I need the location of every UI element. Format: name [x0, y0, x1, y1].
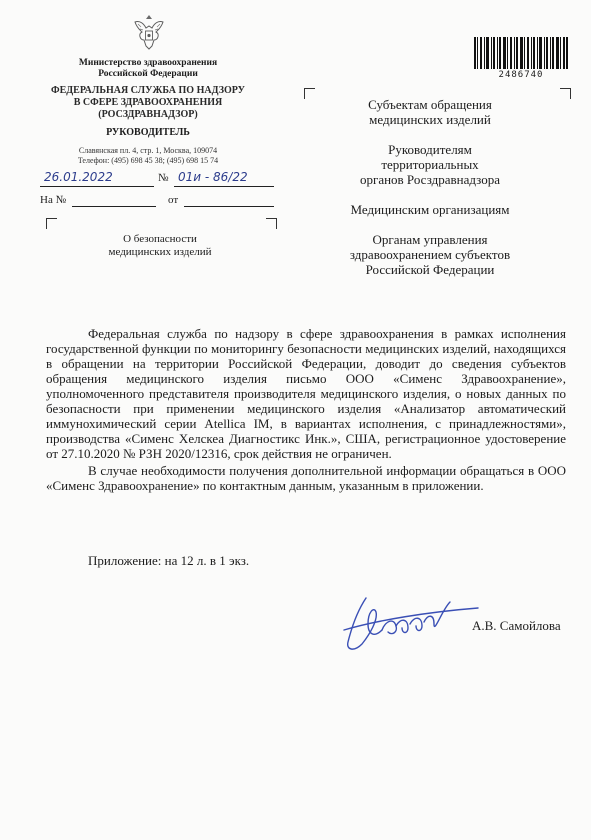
na-underline: [72, 206, 156, 207]
outgoing-date: 26.01.2022: [44, 170, 113, 184]
body-paragraph: В случае необходимости получения дополнительной информации обращаться в ООО «Сименс Здравоохранение» по контактным данным, указанным в приложении.: [46, 463, 566, 493]
state-emblem-icon: [130, 12, 168, 52]
recipients-block: [330, 97, 530, 292]
recipient-2: Руководителям территориальных органов Росздравнадзора: [359, 142, 501, 187]
barcode-icon: [474, 37, 568, 69]
incoming-reference: [40, 194, 280, 210]
ministry-name: Министерство здравоохранения Российской Федерации: [78, 58, 218, 79]
date-underline: [40, 186, 154, 187]
agency-name: ФЕДЕРАЛЬНАЯ СЛУЖБА ПО НАДЗОРУ В СФЕРЕ ЗДРАВООХРАНЕНИЯ (РОСЗДРАВНАДЗОР): [51, 85, 245, 120]
outgoing-reference: [40, 172, 280, 190]
recipient-3: Медицинским организациям: [350, 202, 510, 217]
body-paragraph: Федеральная служба по надзору в сфере здравоохранения в рамках исполнения государственной функции по мониторингу безопасности медицинских изделий, находящихся в обращении на территории Российской Федерации, доводит до сведения субъектов обращения медицинского изделия письмо ООО «Сименс Здравоохранение», уполномоченного представителя производителя медицинского изделия, о новых данных по безопасности при применении медицинского изделия «Анализатор автоматический иммунохимический серии Atellica IM, в вариантах исполнения, с принадлежностями», производства «Сименс Хелскеа Диагностикс Инк.», США, регистрационное удостоверение от 27.10.2020 № РЗН 2020/12316, срок действия не ограничен.: [46, 326, 566, 461]
recipient-4: Органам управления здравоохранением субъектов Российской Федерации: [349, 232, 511, 277]
recipient-1: Субъектам обращения медицинских изделий: [368, 97, 492, 127]
subject-corner-left: [46, 218, 57, 229]
number-underline: [174, 186, 274, 187]
signature-icon: [338, 590, 488, 660]
head-title: РУКОВОДИТЕЛЬ: [106, 127, 190, 138]
letter-subject: О безопасности медицинских изделий: [108, 233, 212, 258]
number-sign: №: [158, 172, 169, 184]
attachment-note: Приложение: на 12 л. в 1 экз.: [88, 553, 250, 568]
recipient-corner-right: [560, 88, 571, 99]
from-label: от: [168, 194, 179, 206]
recipient-corner-left: [304, 88, 315, 99]
na-label: На №: [40, 194, 67, 206]
address-block: Славянская пл. 4, стр. 1, Москва, 109074 Телефон: (495) 698 45 38; (495) 698 15 74: [77, 146, 219, 165]
subject-corner-right: [266, 218, 277, 229]
barcode-number: 2486740: [498, 70, 544, 80]
from-underline: [184, 206, 274, 207]
signer-name: А.В. Самойлова: [472, 618, 561, 633]
outgoing-number: 01и - 86/22: [178, 170, 248, 184]
letter-body: [46, 326, 566, 493]
